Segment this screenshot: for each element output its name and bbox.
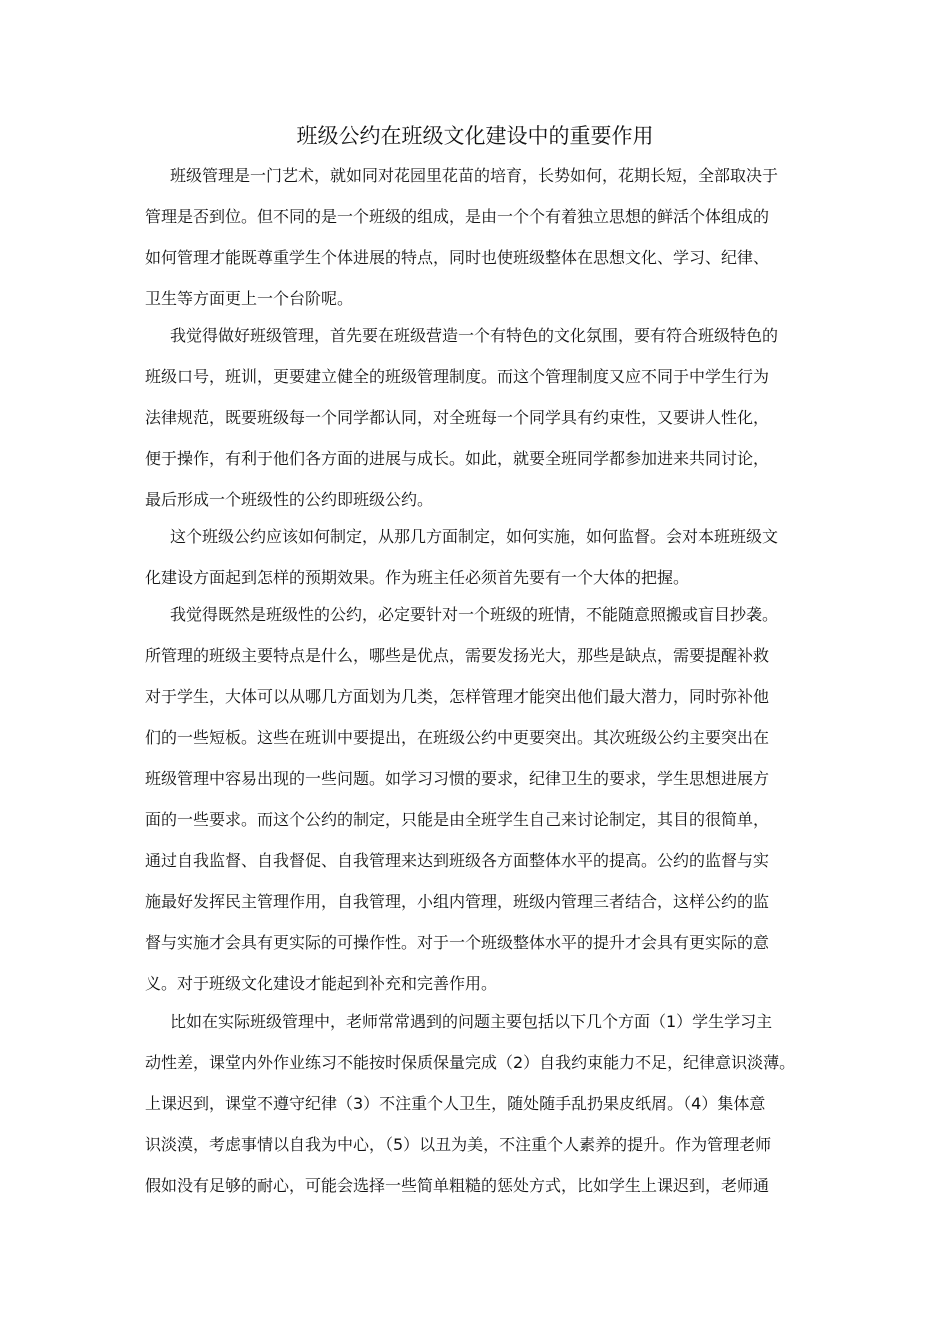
paragraph-line: 督与实施才会具有更实际的可操作性。对于一个班级整体水平的提升才会具有更实际的意 bbox=[145, 933, 770, 952]
paragraph-line: 施最好发挥民主管理作用，自我管理，小组内管理，班级内管理三者结合，这样公约的监 bbox=[145, 892, 770, 911]
paragraph-line: 班级管理中容易出现的一些问题。如学习习惯的要求，纪律卫生的要求，学生思想进展方 bbox=[145, 769, 770, 788]
paragraph-line: 比如在实际班级管理中，老师常常遇到的问题主要包括以下几个方面（1）学生学习主 bbox=[170, 1012, 773, 1031]
paragraph-line: 上课迟到，课堂不遵守纪律（3）不注重个人卫生，随处随手乱扔果皮纸屑。（4）集体意 bbox=[145, 1094, 766, 1113]
paragraph-line: 对于学生，大体可以从哪几方面划为几类，怎样管理才能突出他们最大潜力，同时弥补他 bbox=[145, 687, 770, 706]
paragraph-line: 便于操作，有利于他们各方面的进展与成长。如此，就要全班同学都参加进来共同讨论， bbox=[145, 449, 770, 468]
paragraph-line: 如何管理才能既尊重学生个体进展的特点，同时也使班级整体在思想文化、学习、纪律、 bbox=[145, 248, 770, 267]
paragraph-line: 所管理的班级主要特点是什么，哪些是优点，需要发扬光大，那些是缺点，需要提醒补救 bbox=[145, 646, 770, 665]
paragraph-line: 班级管理是一门艺术，就如同对花园里花苗的培育，长势如何，花期长短，全部取决于 bbox=[170, 166, 779, 185]
paragraph-line: 我觉得做好班级管理，首先要在班级营造一个有特色的文化氛围，要有符合班级特色的 bbox=[170, 326, 779, 345]
paragraph-line: 我觉得既然是班级性的公约，必定要针对一个班级的班情，不能随意照搬或盲目抄袭。 bbox=[170, 605, 779, 624]
paragraph-line: 卫生等方面更上一个台阶呢。 bbox=[145, 289, 354, 308]
paragraph-line: 义。对于班级文化建设才能起到补充和完善作用。 bbox=[145, 974, 498, 993]
paragraph-line: 面的一些要求。而这个公约的制定，只能是由全班学生自己来讨论制定，其目的很简单， bbox=[145, 810, 770, 829]
paragraph-line: 们的一些短板。这些在班训中要提出，在班级公约中更要突出。其次班级公约主要突出在 bbox=[145, 728, 770, 747]
paragraph-line: 管理是否到位。但不同的是一个班级的组成，是由一个个有着独立思想的鲜活个体组成的 bbox=[145, 207, 770, 226]
paragraph-line: 最后形成一个班级性的公约即班级公约。 bbox=[145, 490, 434, 509]
paragraph-line: 动性差，课堂内外作业练习不能按时保质保量完成（2）自我约束能力不足，纪律意识淡薄。 bbox=[145, 1053, 796, 1072]
document-title: 班级公约在班级文化建设中的重要作用 bbox=[296, 124, 654, 148]
paragraph-line: 班级口号，班训，更要建立健全的班级管理制度。而这个管理制度又应不同于中学生行为 bbox=[145, 367, 770, 386]
paragraph-line: 这个班级公约应该如何制定，从那几方面制定，如何实施，如何监督。会对本班班级文 bbox=[170, 527, 779, 546]
paragraph-line: 识淡漠，考虑事情以自我为中心，（5）以丑为美，不注重个人素养的提升。作为管理老师 bbox=[145, 1135, 772, 1154]
paragraph-line: 通过自我监督、自我督促、自我管理来达到班级各方面整体水平的提高。公约的监督与实 bbox=[145, 851, 770, 870]
paragraph-line: 法律规范，既要班级每一个同学都认同，对全班每一个同学具有约束性，又要讲人性化， bbox=[145, 408, 770, 427]
paragraph-line: 化建设方面起到怎样的预期效果。作为班主任必须首先要有一个大体的把握。 bbox=[145, 568, 690, 587]
paragraph-line: 假如没有足够的耐心，可能会选择一些简单粗糙的惩处方式，比如学生上课迟到，老师通 bbox=[145, 1176, 770, 1195]
